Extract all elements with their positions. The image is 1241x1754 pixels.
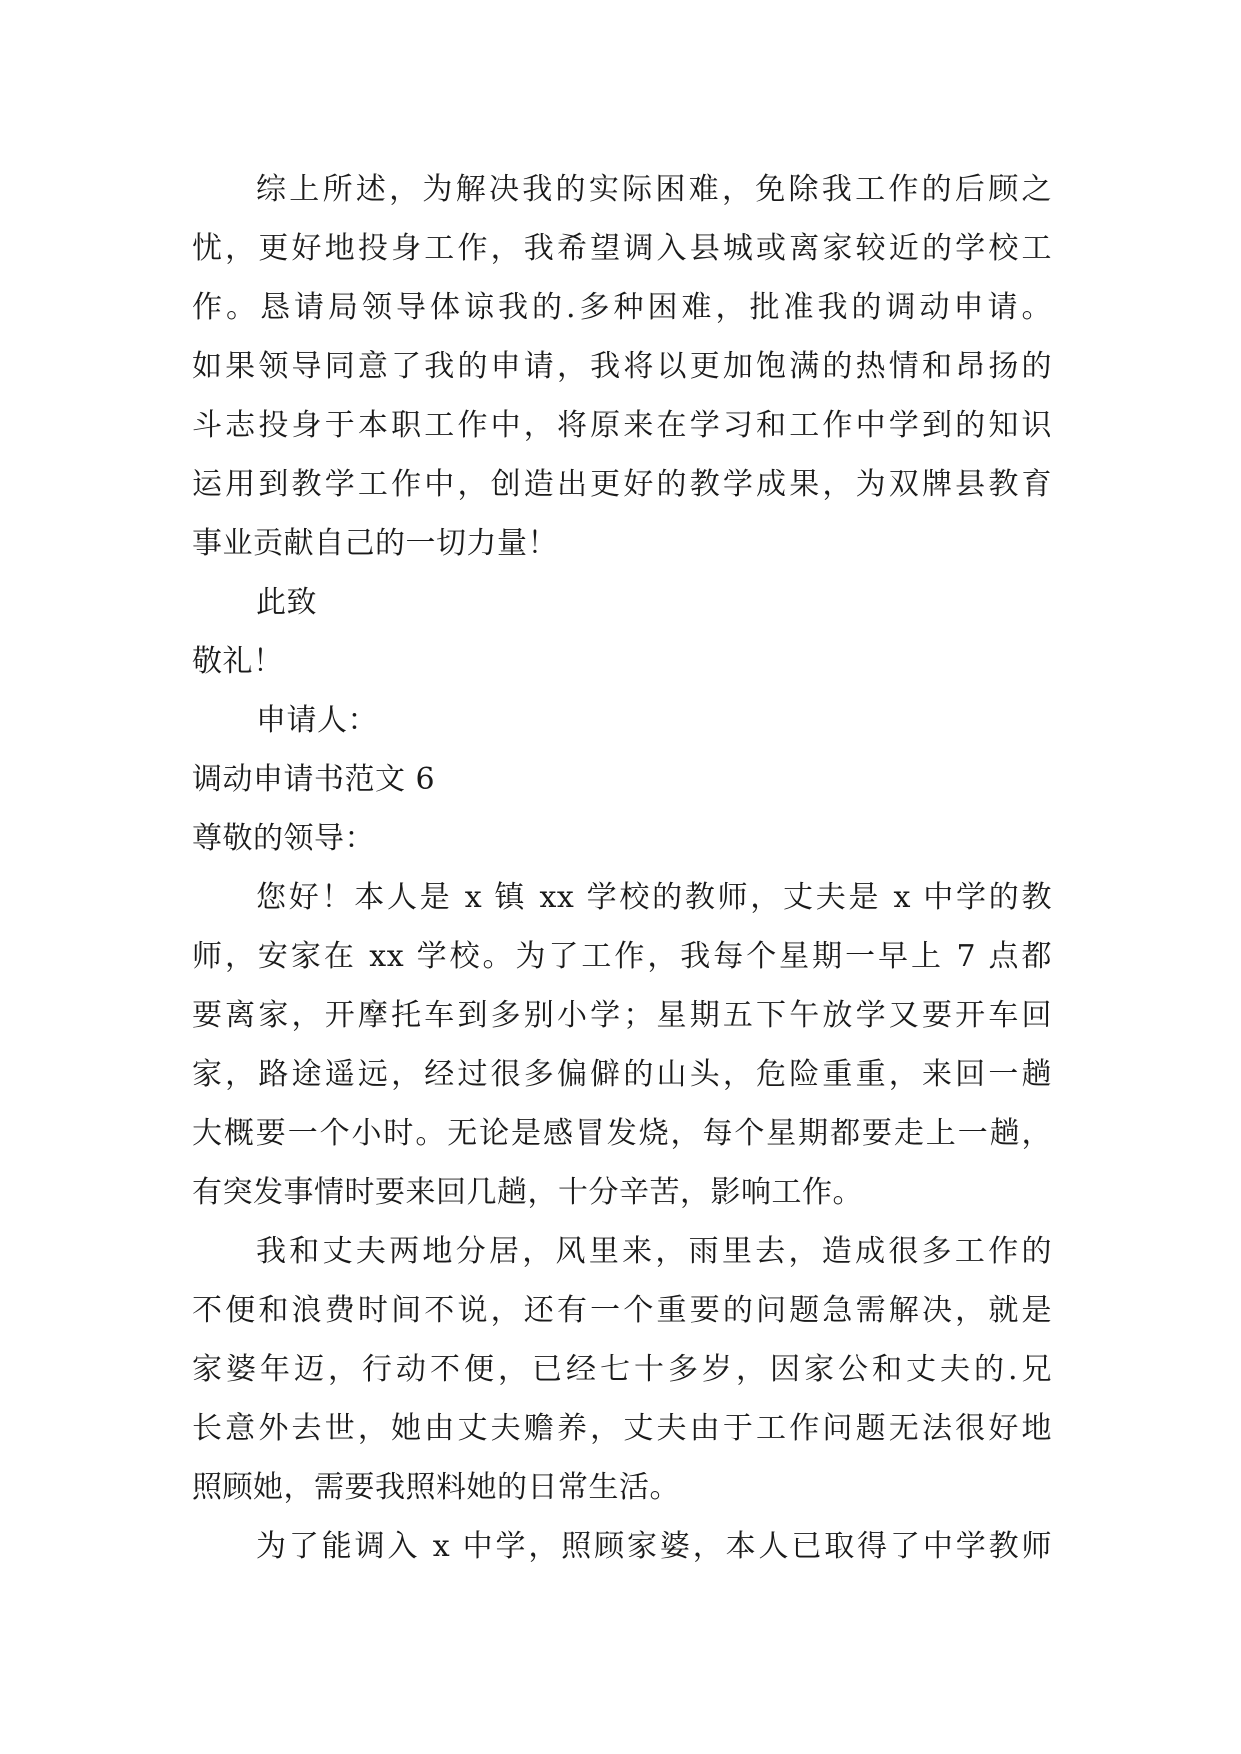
text-line: 如果领导同意了我的申请，我将以更加饱满的热情和昂扬的	[192, 349, 1052, 384]
text-line: 家，路途遥远，经过很多偏僻的山头，危险重重，来回一趟	[192, 1057, 1052, 1092]
text-line: 您好！本人是 x 镇 xx 学校的教师，丈夫是 x 中学的教	[256, 880, 1052, 915]
text-line: 调动申请书范文 6	[192, 762, 436, 797]
text-line: 为了能调入 x 中学，照顾家婆，本人已取得了中学教师	[256, 1529, 1052, 1564]
text-line: 师，安家在 xx 学校。为了工作，我每个星期一早上 7 点都	[192, 939, 1052, 974]
text-line: 事业贡献自己的一切力量！	[192, 526, 558, 561]
text-line: 尊敬的领导：	[192, 821, 375, 856]
text-line: 运用到教学工作中，创造出更好的教学成果，为双牌县教育	[192, 467, 1052, 502]
text-line: 作。恳请局领导体谅我的.多种困难，批准我的调动申请。	[192, 290, 1052, 325]
text-line: 家婆年迈，行动不便，已经七十多岁，因家公和丈夫的.兄	[192, 1352, 1052, 1387]
text-line: 申请人：	[256, 703, 378, 738]
document-body	[192, 160, 1052, 1576]
text-line: 长意外去世，她由丈夫赡养，丈夫由于工作问题无法很好地	[192, 1411, 1052, 1446]
text-line: 敬礼！	[192, 644, 284, 679]
text-line: 斗志投身于本职工作中，将原来在学习和工作中学到的知识	[192, 408, 1052, 443]
text-line: 有突发事情时要来回几趟，十分辛苦，影响工作。	[192, 1175, 863, 1210]
text-line: 此致	[256, 585, 317, 620]
text-line: 不便和浪费时间不说，还有一个重要的问题急需解决，就是	[192, 1293, 1052, 1328]
text-line: 我和丈夫两地分居，风里来，雨里去，造成很多工作的	[256, 1234, 1052, 1269]
text-line: 照顾她，需要我照料她的日常生活。	[192, 1470, 680, 1505]
text-line: 忧，更好地投身工作，我希望调入县城或离家较近的学校工	[192, 231, 1052, 266]
text-line: 要离家，开摩托车到多别小学；星期五下午放学又要开车回	[192, 998, 1052, 1033]
text-line: 综上所述，为解决我的实际困难，免除我工作的后顾之	[256, 172, 1052, 207]
text-line: 大概要一个小时。无论是感冒发烧，每个星期都要走上一趟，	[192, 1116, 1052, 1151]
